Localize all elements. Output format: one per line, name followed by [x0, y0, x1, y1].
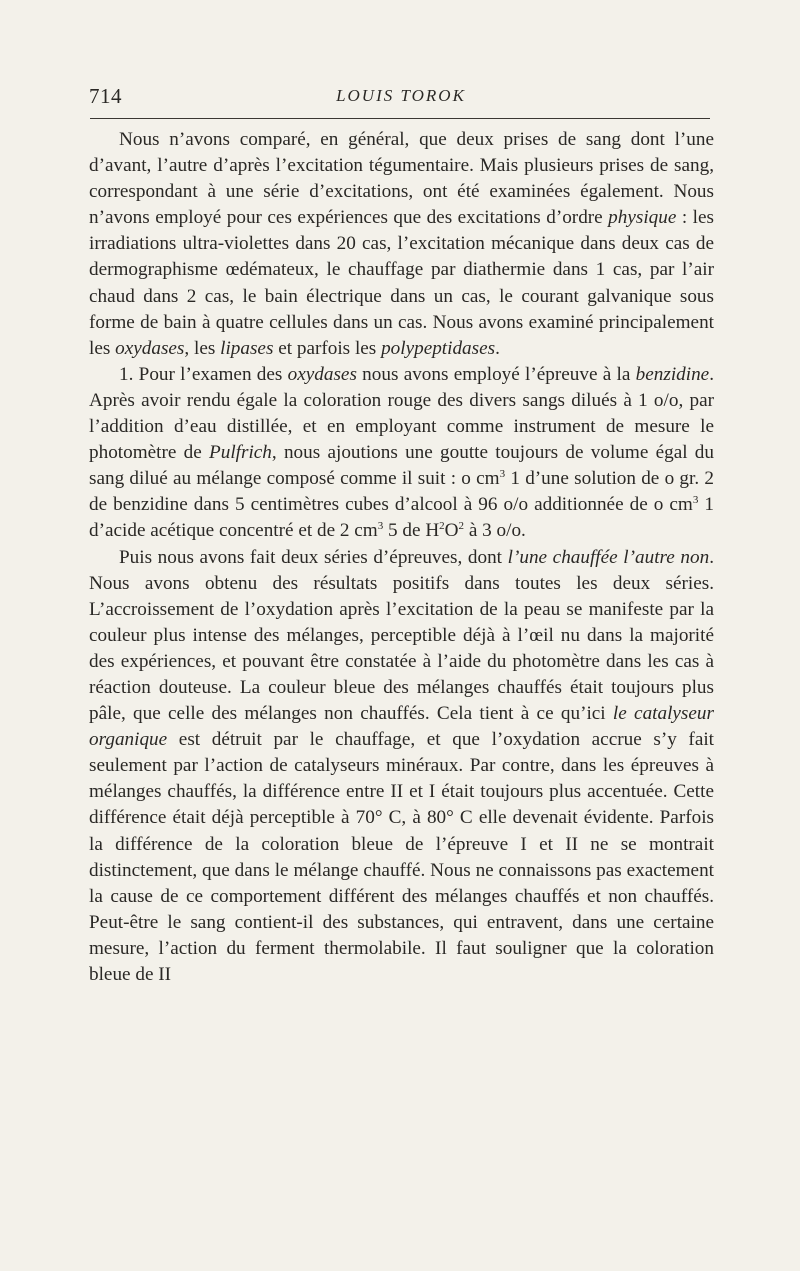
text-run: 5 de H [383, 520, 440, 542]
text-run: à 3 o/o. [464, 520, 526, 542]
text-run: Puis nous avons fait deux séries d’épreuves, dont [119, 546, 508, 568]
italic-text: oxydases [115, 337, 185, 359]
text-run: 1 d’acide acétique concentré et de 2 cm [89, 494, 715, 542]
italic-text: oxydases [287, 363, 357, 385]
superscript: 3 [692, 494, 699, 507]
text-run: nous avons employé l’épreuve à la [356, 363, 636, 385]
text-run: est détruit par le chauffage, et que l’oxydation accrue s’y fait seulement par l’action de catalyseurs minéraux. Par contre, dans les épreuves à mélanges chauffés, la différence entre II et I était toujours plus accentuée. Cette différence était déjà perceptible à 70° C, à 80° C elle devenait évidente. Parfois la différence de la coloration bleue de l’épreuve I et II ne se montrait distinctement, que dans le mélange chauffé. Nous ne connaissons pas exactement la cause de ce comportement différent des mélanges chauffés et non chauffés. Peut-être le sang contient-il des substances, qui entravent, dans une certaine mesure, l’action du ferment thermolabile. Il faut souligner que la coloration bleue de II [89, 729, 714, 985]
italic-text: Pulfrich [209, 442, 272, 464]
superscript: 2 [439, 520, 445, 533]
text-run: . Nous avons obtenu des résultats positifs dans toutes les deux séries. L’accroissement de l’oxydation après l’excitation de la peau se manifeste par la couleur plus intense des mélanges, perceptible déjà à l’œil nu dans la majorité des expériences, et pouvant être constatée à l’aide du photomètre dans les cas à réaction douteuse. La couleur bleue des mélanges chauffés était toujours plus pâle, que celle des mélanges non chauffés. Cela tient à ce qu’ici [89, 546, 714, 725]
superscript: 3 [499, 468, 506, 481]
paragraph [89, 545, 714, 989]
header-rule [90, 118, 710, 119]
italic-text: polypeptidases [381, 337, 496, 359]
text-run: . [495, 337, 500, 359]
running-title: LOUIS TOROK [336, 86, 466, 105]
body-text [89, 127, 714, 988]
italic-text: physique [608, 207, 677, 229]
text-run: , les [184, 337, 221, 359]
text-run: 1. Pour l’examen des [119, 363, 288, 385]
superscript: 2 [458, 520, 465, 533]
text-run: . Après avoir rendu égale la coloration rouge des divers sangs dilués à 1 o/o, par l’addition d’eau distillée, et en employant comme instrument de mesure le photomètre de [89, 363, 714, 464]
text-run: et parfois les [273, 337, 382, 359]
text-run: 1 d’une solution de o gr. 2 de benzidine dans 5 centimètres cubes d’alcool à 96 o/o additionnée de o cm [89, 468, 714, 516]
text-run: , nous ajoutions une goutte toujours de volume égal du sang dilué au mélange composé comme il suit : o cm [89, 442, 714, 490]
text-run: O [444, 520, 459, 542]
italic-text: le catalyseur organique [89, 703, 714, 751]
running-head [89, 82, 713, 112]
paragraph [89, 127, 714, 362]
text-run: Nous n’avons comparé, en général, que deux prises de sang dont l’une d’avant, l’autre d’après l’excitation tégumentaire. Mais plusieurs prises de sang, correspondant à une série d’excitations, ont été examinées également. Nous n’avons employé pour ces expériences que des excitations d’ordre [89, 129, 714, 229]
italic-text: l’une chauffée l’autre non [507, 546, 710, 568]
page-number: 714 [89, 84, 122, 108]
superscript: 3 [377, 520, 384, 533]
italic-text: benzidine [635, 363, 710, 385]
paragraph [89, 362, 714, 545]
italic-text: lipases [220, 337, 274, 359]
text-run: : les irradiations ultra-violettes dans 20 cas, l’excitation mécanique dans deux cas de dermographisme œdémateux, le chauffage par diathermie dans 1 cas, par l’air chaud dans 2 cas, le bain électrique dans un cas, le courant galvanique sous forme de bain à quatre cellules dans un cas. Nous avons examiné principalement les [89, 207, 714, 359]
